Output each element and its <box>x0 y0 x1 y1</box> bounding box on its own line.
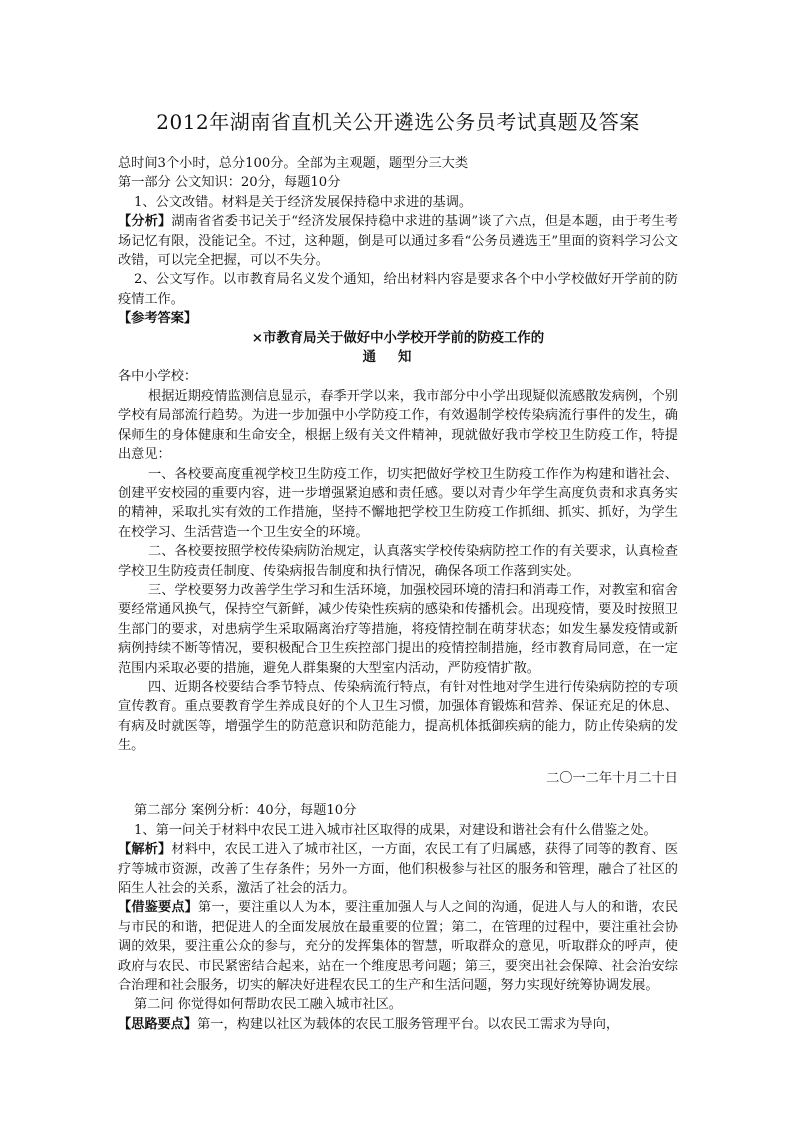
thought-text: 第一，构建以社区为载体的农民工服务管理平台。以农民工需求为导向， <box>197 1016 620 1032</box>
analysis-text-2: 材料中，农民工进入了城市社区，一方面，农民工有了归属感，获得了同等的教育、医疗等城市资源，改善了生存条件；另外一方面，他们积极参与社区的服务和管理，融合了社区的陌生人社会的关系，激活了社会的活力。 <box>118 842 679 896</box>
part2-analysis <box>118 840 678 898</box>
notice-paragraph-4: 四、近期各校要结合季节特点、传染病流行特点，有针对性地对学生进行传染病防控的专项宣传教育。重点要教育学生养成良好的个人卫生习惯，加强体育锻炼和营养、保证充足的休息、有病及时就医等，增强学生的防范意识和防范能力，提高机体抵御疾病的能力，防止传染病的发生。 <box>118 679 678 754</box>
thought-tag: 【思路要点】 <box>118 1016 198 1032</box>
part1-question2: 2、公文写作。以市教育局名义发个通知，给出材料内容是要求各个中小学校做好开学前的防疫情工作。 <box>118 272 678 307</box>
notice-paragraph-0: 根据近期疫情监测信息显示，春季开学以来，我市部分中小学出现疑似流感散发病例，个别学校有局部流行趋势。为进一步加强中小学防疫工作，有效遏制学校传染病流行事件的发生，确保师生的身体健康和生命安全，根据上级有关文件精神，现就做好我市学校卫生防疫工作，特提出意见： <box>118 388 678 463</box>
part2-heading: 第二部分 案例分析：40分，每题10分 <box>134 803 357 819</box>
document-page <box>118 96 678 1034</box>
part1-analysis <box>118 212 678 270</box>
analysis-tag: 【分析】 <box>118 214 172 230</box>
notice-title: ×市教育局关于做好中小学校开学前的防疫工作的 <box>251 329 545 346</box>
notice-title-2: 通知 <box>362 349 434 366</box>
part2-points <box>118 898 678 995</box>
analysis-tag-2: 【解析】 <box>118 842 172 858</box>
part1-question1: 1、公文改错。材料是关于经济发展保持稳中求进的基调。 <box>134 194 473 210</box>
analysis-text: 湖南省省委书记关于“经济发展保持稳中求进的基调”谈了六点，但是本题，由于考生考场记忆有限，没能记全。不过，这种题，倒是可以通过多看“公务员遴选王”里面的资料学习公文改错，可以完全把握，可以不失分。 <box>118 214 679 269</box>
notice-date: 二〇一二年十月二十日 <box>546 770 678 786</box>
intro-text: 总时间3个小时，总分100分。全部为主观题，题型分三大类 <box>118 156 469 171</box>
part2-question1: 1、第一问关于材料中农民工进入城市社区取得的成果，对建设和谐社会有什么借鉴之处。 <box>134 822 657 838</box>
notice-paragraph-1: 一、各校要高度重视学校卫生防疫工作，切实把做好学校卫生防疫工作作为构建和谐社会、创建平安校园的重要内容，进一步增强紧迫感和责任感。要以对青少年学生高度负责和求真务实的精神，采取扎实有效的工作措施，坚持不懈地把学校卫生防疫工作抓细、抓实、抓好，为学生在校学习、生活营造一个卫生安全的环境。 <box>118 466 678 540</box>
points-tag: 【借鉴要点】 <box>118 900 199 916</box>
notice-paragraph-3: 三、学校要努力改善学生学习和生活环境，加强校园环境的清扫和消毒工作，对教室和宿舍要经常通风换气，保持空气新鲜，减少传染性疾病的感染和传播机会。出现疫情，要及时按照卫生部门的要求，对患病学生采取隔离治疗等措施，将疫情控制在萌芽状态；如发生暴发疫情或新病例持续不断等情况，要积极配合卫生疾控部门提出的疫情控制措施，经市教育局同意，在一定范围内采取必要的措施，避免人群集聚的大型室内活动，严防疫情扩散。 <box>118 582 678 676</box>
notice-salutation: 各中小学校： <box>118 369 198 385</box>
answer-tag: 【参考答案】 <box>118 311 198 327</box>
points-text: 第一，要注重以人为本，要注重加强人与人之间的沟通，促进人与人的和谐，农民与市民的和谐，把促进人的全面发展放在最重要的位置；第二，在管理的过程中，要注重社会协调的效果，要注重公众的参与，充分的发挥集体的智慧，听取群众的意见，听取群众的呼声，使政府与农民、市民紧密结合起来，站在一个维度思考问题；第三，要突出社会保障、社会治安综合治理和社会服务，切实的解决好进程农民工的生产和生活问题，努力实现好统筹协调发展。 <box>118 900 679 994</box>
part1-heading: 第一部分 公文知识：20分，每题10分 <box>118 175 341 191</box>
document-title: 2012年湖南省直机关公开遴选公务员考试真题及答案 <box>156 110 640 134</box>
part2-thought <box>118 1015 678 1034</box>
part2-question2: 第二问 你觉得如何帮助农民工融入城市社区。 <box>134 997 402 1013</box>
notice-paragraph-2: 二、各校要按照学校传染病防治规定，认真落实学校传染病防控工作的有关要求，认真检查学校卫生防疫责任制度、传染病报告制度和执行情况，确保各项工作落到实处。 <box>118 544 678 579</box>
